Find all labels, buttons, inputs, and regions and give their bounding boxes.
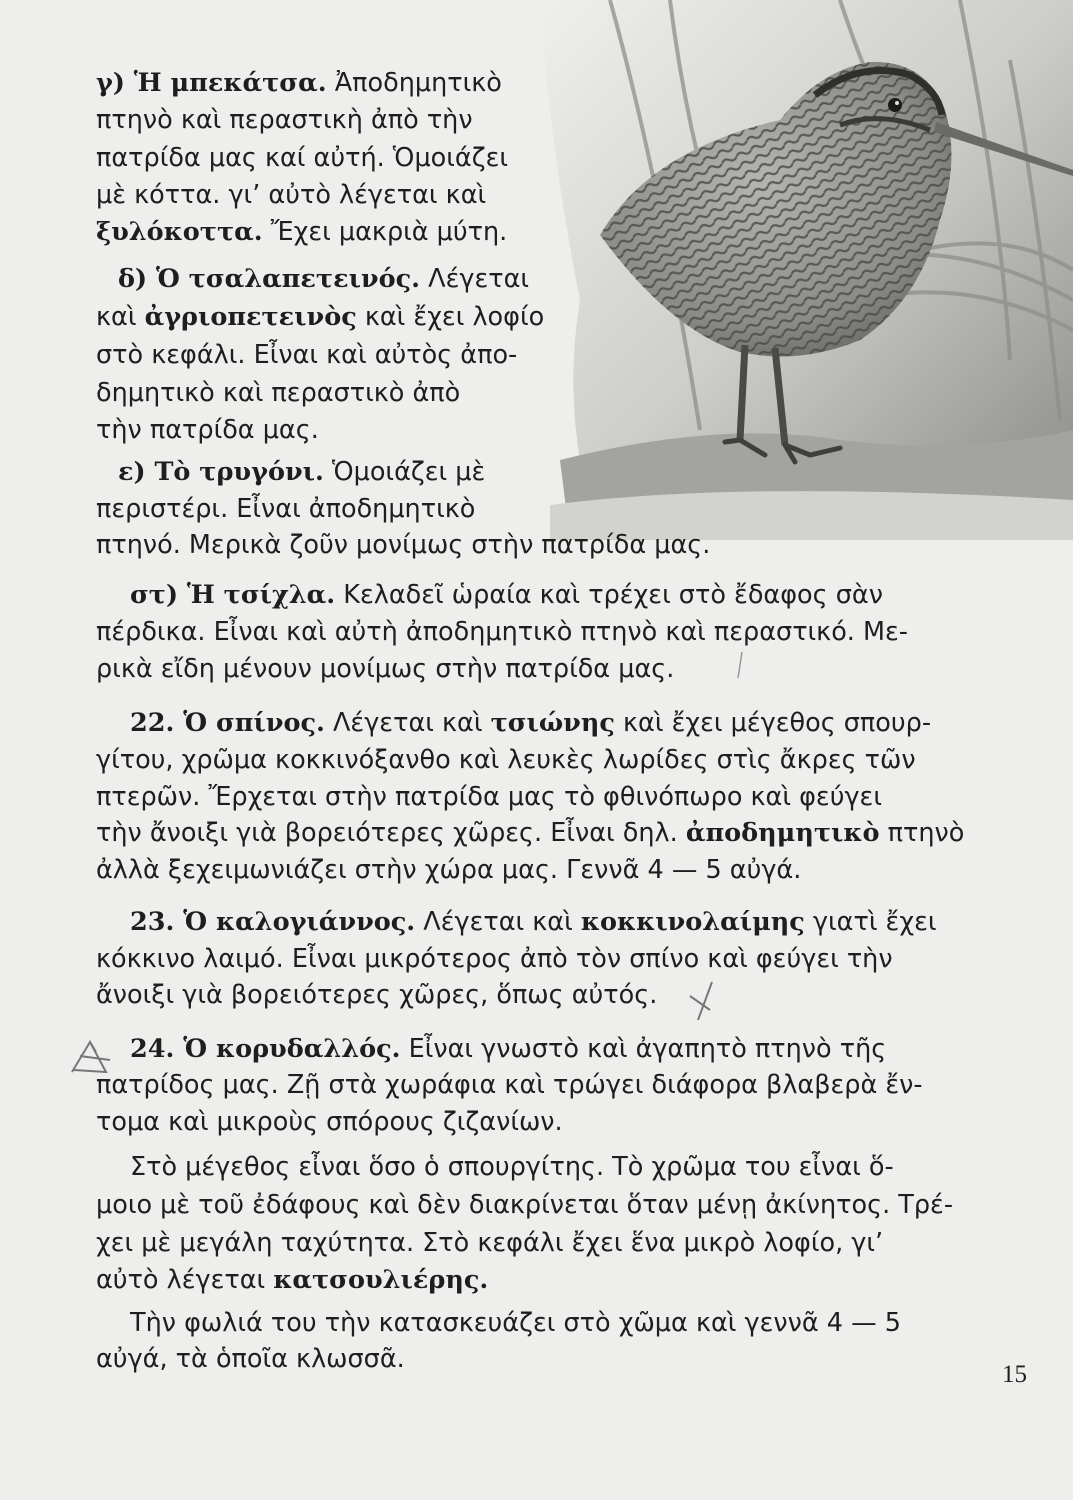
- section-st-text-1: Κελαδεῖ ὡραία καὶ τρέχει στὸ ἔδαφος σὰν: [343, 580, 883, 610]
- section-delta-line-2: [96, 300, 544, 334]
- section-epsilon-line-1: [118, 455, 485, 489]
- section-22-line-5: ἀλλὰ ξεχειμωνιάζει στὴν χώρα μας. Γεννᾶ 4 — 5 αὐγά.: [96, 855, 802, 885]
- term-agriopeteinos: ἀγριοπετεινὸς: [144, 302, 357, 332]
- section-22-line-1: [130, 706, 931, 740]
- snipe-illustration: [540, 0, 1073, 540]
- section-st-line-2: πέρδικα. Εἶναι καὶ αὐτὴ ἀποδημητικὸ πτηνὸ καὶ περαστικό. Με-: [96, 617, 909, 647]
- section-gamma-line-4: μὲ κόττα. γι’ αὐτὸ λέγεται καὶ: [96, 180, 487, 210]
- section-24-para3-line-1: Τὴν φωλιά του τὴν κατασκευάζει στὸ χῶμα καὶ γεννᾶ 4 — 5: [130, 1308, 901, 1338]
- section-23-line-3: ἄνοιξι γιὰ βορειότερες χῶρες, ὅπως αὐτός.: [96, 980, 658, 1010]
- term-tsionis: τσιώνης: [490, 708, 615, 738]
- section-24-line-1: [130, 1032, 886, 1066]
- section-gamma-text-1: Ἀποδημητικὸ: [334, 68, 502, 98]
- section-gamma-label: γ) Ἡ μπεκάτσα.: [96, 68, 327, 98]
- section-22-line-3: πτερῶν. Ἔρχεται στὴν πατρίδα μας τὸ φθινόπωρο καὶ φεύγει: [96, 782, 882, 812]
- section-gamma-line-3: πατρίδα μας καί αὐτή. Ὁμοιάζει: [96, 143, 508, 173]
- section-st-line-1: [130, 578, 883, 612]
- section-22-label: 22. Ὁ σπίνος.: [130, 708, 325, 738]
- term-katsoulieris: κατσουλιέρης.: [273, 1265, 489, 1295]
- section-delta-label: δ) Ὁ τσαλαπετεινός.: [118, 264, 421, 294]
- section-delta-text-1: Λέγεται: [428, 264, 530, 294]
- section-24-line-2: πατρίδος μας. Ζῇ στὰ χωράφια καὶ τρώγει διάφορα βλαβερὰ ἔν-: [96, 1070, 923, 1100]
- handwritten-x-mark: [66, 1036, 118, 1078]
- section-22-line-4: [96, 816, 964, 850]
- section-24-para2-line-4: [96, 1263, 488, 1297]
- section-delta-line-5: τὴν πατρίδα μας.: [96, 415, 319, 445]
- section-24-para2-line-3: χει μὲ μεγάλη ταχύτητα. Στὸ κεφάλι ἔχει ἕνα μικρὸ λοφίο, γι’: [96, 1228, 884, 1258]
- section-24-text-p2-4a: αὐτὸ λέγεται: [96, 1265, 266, 1295]
- section-delta-line-3: στὸ κεφάλι. Εἶναι καὶ αὐτὸς ἀπο-: [96, 340, 518, 370]
- section-st-label: στ) Ἡ τσίχλα.: [130, 580, 336, 610]
- section-delta-text-2b: καὶ ἔχει λοφίο: [364, 302, 545, 332]
- section-22-text-4a: τὴν ἄνοιξι γιὰ βορειότερες χῶρες. Εἶναι δηλ.: [96, 818, 678, 848]
- section-23-text-1a: Λέγεται καὶ: [423, 907, 573, 937]
- term-kokkinolaimis: κοκκινολαίμης: [580, 907, 805, 937]
- section-gamma-line-2: πτηνὸ καὶ περαστικὴ ἀπὸ τὴν: [96, 105, 473, 135]
- pencil-mark: [732, 650, 748, 680]
- section-22-text-1a: Λέγεται καὶ: [332, 708, 483, 738]
- section-22-line-2: γίτου, χρῶμα κοκκινόξανθο καὶ λευκὲς λωρίδες στὶς ἄκρες τῶν: [96, 745, 916, 775]
- section-24-line-3: τομα καὶ μικροὺς σπόρους ζιζανίων.: [96, 1107, 563, 1137]
- section-24-para2-line-2: μοιο μὲ τοῦ ἐδάφους καὶ δὲν διακρίνεται ὅταν μένῃ ἀκίνητος. Τρέ-: [96, 1190, 954, 1220]
- section-epsilon-text-1: Ὁμοιάζει μὲ: [331, 457, 486, 487]
- section-delta-line-1: [118, 262, 529, 296]
- section-23-label: 23. Ὁ καλογιάννος.: [130, 907, 416, 937]
- section-24-para2-line-1: Στὸ μέγεθος εἶναι ὅσο ὁ σπουργίτης. Τὸ χρῶμα του εἶναι ὅ-: [130, 1152, 894, 1182]
- section-epsilon-line-2: περιστέρι. Εἶναι ἀποδημητικὸ: [96, 494, 476, 524]
- section-23-line-2: κόκκινο λαιμό. Εἶναι μικρότερος ἀπὸ τὸν σπίνο καὶ φεύγει τὴν: [96, 944, 893, 974]
- section-23-text-1b: γιατὶ ἔχει: [812, 907, 937, 937]
- section-delta-line-4: δημητικὸ καὶ περαστικὸ ἀπὸ: [96, 378, 461, 408]
- section-gamma-line-1: [96, 66, 502, 100]
- term-xylokotta: ξυλόκοττα.: [96, 217, 263, 247]
- section-24-label: 24. Ὁ κορυδαλλός.: [130, 1034, 401, 1064]
- section-gamma-text-5: Ἔχει μακριὰ μύτη.: [270, 217, 508, 247]
- page-number: 15: [1002, 1361, 1027, 1388]
- section-24-text-1: Εἶναι γνωστὸ καὶ ἀγαπητὸ πτηνὸ τῆς: [408, 1034, 887, 1064]
- handwritten-tick-mark: [688, 980, 718, 1024]
- section-22-text-4b: πτηνὸ: [887, 818, 965, 848]
- section-epsilon-label: ε) Τὸ τρυγόνι.: [118, 457, 324, 487]
- section-gamma-line-5: [96, 215, 507, 249]
- section-st-line-3: ρικὰ εἴδη μένουν μονίμως στὴν πατρίδα μας.: [96, 654, 675, 684]
- section-24-para3-line-2: αὐγά, τὰ ὁποῖα κλωσσᾶ.: [96, 1344, 405, 1374]
- section-epsilon-line-3: πτηνό. Μερικὰ ζοῦν μονίμως στὴν πατρίδα μας.: [96, 530, 711, 560]
- term-apodimitiko: ἀποδημητικὸ: [685, 818, 880, 848]
- section-22-text-1b: καὶ ἔχει μέγεθος σπουρ-: [623, 708, 932, 738]
- section-delta-text-2a: καὶ: [96, 302, 137, 332]
- section-23-line-1: [130, 905, 936, 939]
